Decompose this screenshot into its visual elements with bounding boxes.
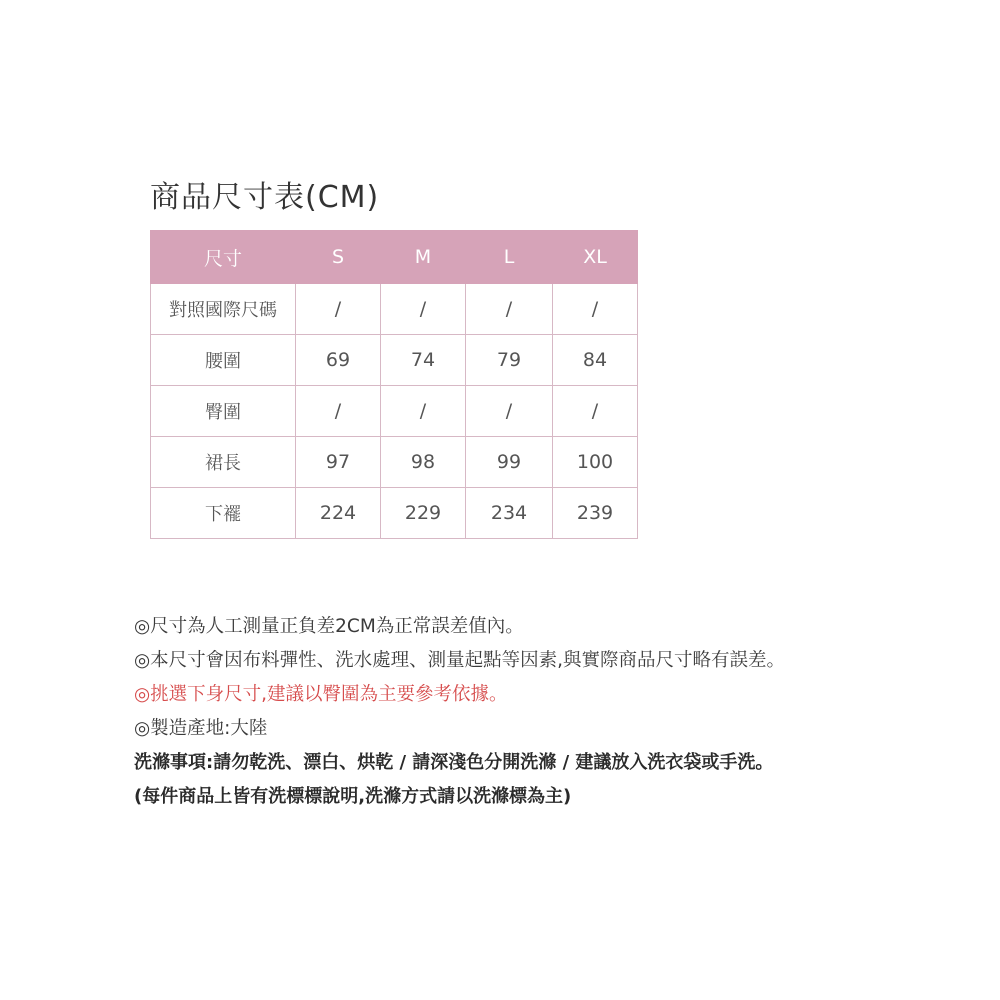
row-label: 臀圍 <box>151 386 296 437</box>
table-row <box>151 284 638 335</box>
header-size-l: L <box>466 231 553 284</box>
table-cell: 100 <box>553 437 638 488</box>
notes-section <box>134 610 984 814</box>
page-title: 商品尺寸表(CM) <box>150 180 380 215</box>
table-cell: 234 <box>466 488 553 539</box>
table-row <box>151 335 638 386</box>
table-cell: 239 <box>553 488 638 539</box>
table-cell: 97 <box>296 437 381 488</box>
table-row <box>151 437 638 488</box>
table-row <box>151 488 638 539</box>
note-measurement-tolerance: ◎尺寸為人工測量正負差2CM為正常誤差值內。 <box>134 616 524 637</box>
header-size-label: 尺寸 <box>151 231 296 284</box>
note-size-variance: ◎本尺寸會因布料彈性、洗水處理、測量起點等因素,與實際商品尺寸略有誤差。 <box>134 650 786 671</box>
table-cell: 74 <box>381 335 466 386</box>
note-washing-instructions: 洗滌事項:請勿乾洗、漂白、烘乾 / 請深淺色分開洗滌 / 建議放入洗衣袋或手洗。 <box>134 752 774 773</box>
note-washing-label: (每件商品上皆有洗標標說明,洗滌方式請以洗滌標為主) <box>134 786 572 807</box>
table-cell: / <box>553 284 638 335</box>
row-label: 裙長 <box>151 437 296 488</box>
table-cell: 84 <box>553 335 638 386</box>
header-size-s: S <box>296 231 381 284</box>
table-cell: / <box>553 386 638 437</box>
row-label: 腰圍 <box>151 335 296 386</box>
header-size-m: M <box>381 231 466 284</box>
table-cell: 229 <box>381 488 466 539</box>
table-cell: 79 <box>466 335 553 386</box>
note-origin: ◎製造產地:大陸 <box>134 718 268 739</box>
table-cell: 99 <box>466 437 553 488</box>
table-cell: / <box>296 386 381 437</box>
table-row <box>151 386 638 437</box>
row-label: 下襬 <box>151 488 296 539</box>
table-cell: / <box>381 284 466 335</box>
table-cell: 69 <box>296 335 381 386</box>
table-header-row <box>151 231 638 284</box>
table-cell: 98 <box>381 437 466 488</box>
table-cell: 224 <box>296 488 381 539</box>
size-table <box>150 230 638 539</box>
table-cell: / <box>466 284 553 335</box>
row-label: 對照國際尺碼 <box>151 284 296 335</box>
note-size-selection-tip: ◎挑選下身尺寸,建議以臀圍為主要參考依據。 <box>134 684 508 705</box>
header-size-xl: XL <box>553 231 638 284</box>
table-cell: / <box>466 386 553 437</box>
table-cell: / <box>296 284 381 335</box>
table-cell: / <box>381 386 466 437</box>
